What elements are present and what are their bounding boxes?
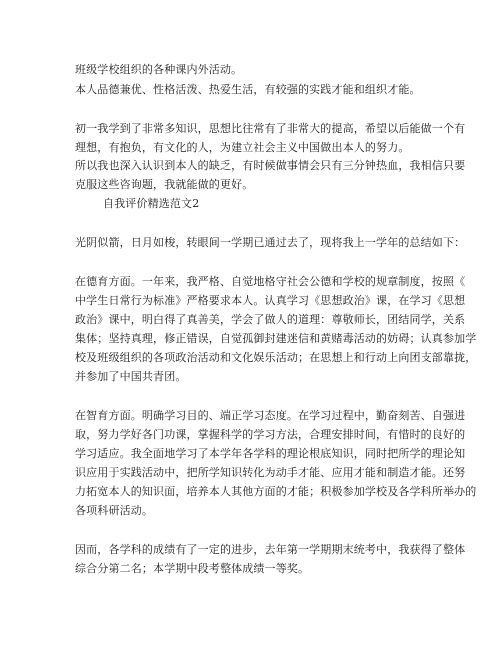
text-line: 所以我也深入认识到本人的缺乏，有时候做事情会只有三分钟热血，我相信只要: [75, 159, 466, 172]
paragraph-line: 力拓宽本人的知识面，培养本人其他方面的才能；积极参加学校及各学科所举办的: [75, 485, 477, 498]
paragraph-line: 各项科研活动。: [75, 504, 154, 517]
paragraph-line: 在德育方面。一年来，我严格、自觉地格守社会公德和学校的规章制度，按照《: [75, 275, 466, 288]
paragraph-line: 并参加了中国共青团。: [75, 370, 187, 383]
text-line: 初一我学到了非常多知识，思想比往常有了非常大的提高，希望以后能做一个有: [75, 122, 466, 135]
paragraph-line: 识应用于实践活动中，把所学知识转化为动手才能、应用才能和制造才能。还努: [75, 466, 466, 479]
paragraph-line: 综合分第二名；本学期中段考整体成绩一等奖。: [75, 562, 310, 575]
text-line: 班级学校组织的各种课内外活动。: [75, 63, 243, 76]
text-line: 本人品德兼优、性格活泼、热爱生活，有较强的实践才能和组织才能。: [75, 83, 421, 96]
paragraph-line: 集体；坚持真理，修正错误，自觉孤御封建迷信和黄赌毒活动的妨碍；认真参加学: [75, 332, 477, 345]
paragraph-line: 中学生日常行为标准》严格要求本人。认真学习《思想政治》课，在学习《思想: [75, 294, 466, 307]
paragraph-line: 在智育方面。明确学习目的、端正学习态度。在学习过程中，勤奋刻苦、自强进: [75, 409, 466, 422]
paragraph-line: 取，努力学好各门功课，掌握科学的学习方法，合理安排时间，有惜时的良好的: [75, 428, 466, 441]
section-subtitle: 自我评价精选范文2: [103, 197, 200, 210]
text-line: 理想，有抱负，有文化的人，为建立社会主义中国做出本人的努力。: [75, 141, 410, 154]
paragraph-line: 校及班级组织的各项政治活动和文化娱乐活动；在思想上和行动上向团支部靠拢，: [75, 351, 477, 364]
paragraph-line: 因而，各学科的成绩有了一定的进步，去年第一学期期末统考中，我获得了整体: [75, 543, 466, 556]
paragraph-line: 学习适应。我全面地学习了本学年各学科的理论根底知识，同时把所学的理论知: [75, 447, 466, 460]
intro-line: 光阴似箭，日月如梭，转眼间一学期已通过去了，现将我上一学年的总结如下：: [75, 236, 466, 249]
text-line: 克服这些咨询题，我就能做的更好。: [75, 178, 254, 191]
paragraph-line: 政治》课中，明白得了真善美，学会了做人的道理：尊敬师长，团结同学，关系: [75, 313, 466, 326]
